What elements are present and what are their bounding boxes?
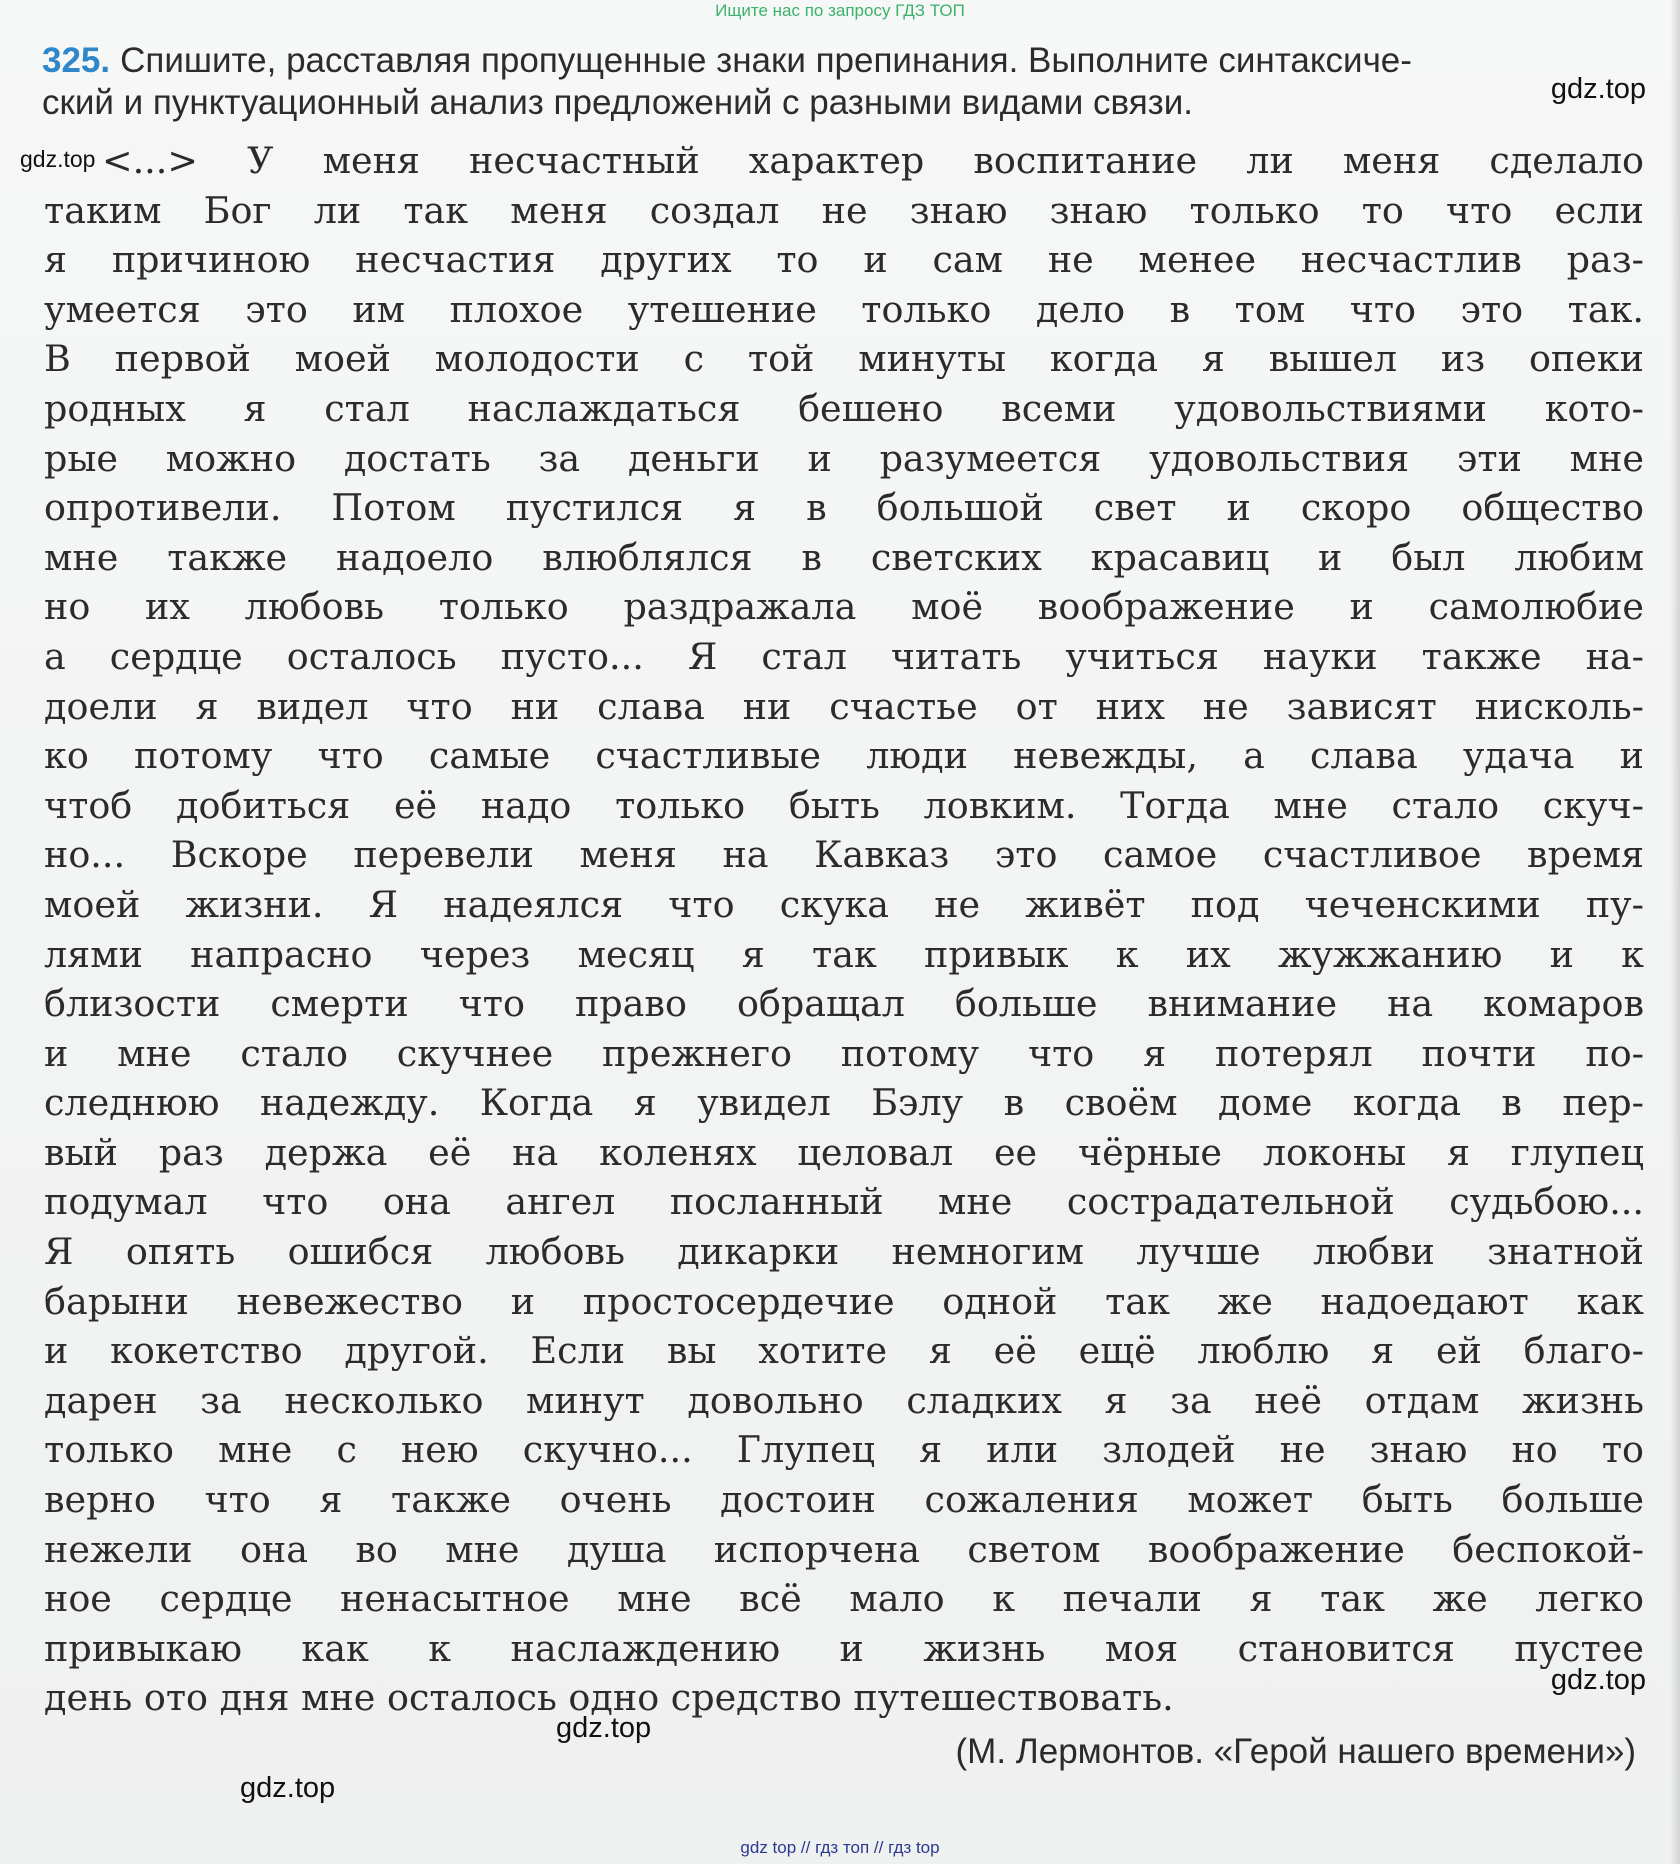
- text-line: но... Вскоре перевели меня на Кавказ это самое счастливое время: [44, 833, 1644, 877]
- text-line: только мне с нею скучно... Глупец я или злодей не знаю но то: [44, 1428, 1644, 1472]
- page-edge-shadow: [1670, 0, 1680, 1864]
- text-line: опротивели. Потом пустился я в большой свет и скоро общество: [44, 486, 1644, 530]
- instruction-line-1: [42, 40, 1642, 82]
- text-line: ное сердце ненасытное мне всё мало к печали я так же легко: [44, 1577, 1644, 1621]
- watermark-bottom: gdz.top: [240, 1772, 336, 1804]
- text-line: мне также надоело влюблялся в светских красавиц и был любим: [44, 535, 1644, 579]
- text-line: и кокетство другой. Если вы хотите я её ещё люблю я ей благо-: [44, 1329, 1644, 1373]
- watermark-header: gdz.top: [1550, 73, 1646, 105]
- text-line: рые можно достать за деньги и разумеется удовольствия эти мне: [44, 436, 1644, 480]
- text-line: ко потому что самые счастливые люди невежды, а слава удача и: [44, 734, 1644, 778]
- instruction-text-1: Спишите, расставляя пропущенные знаки препинания. Выполните синтаксиче-: [120, 41, 1412, 80]
- text-line: а сердце осталось пусто... Я стал читать учиться науки также на-: [44, 634, 1644, 678]
- text-line: барыни невежество и простосердечие одной так же надоедают как: [44, 1279, 1644, 1323]
- text-line: моей жизни. Я надеялся что скука не живёт под чеченскими пу-: [44, 882, 1644, 926]
- text-line: В первой моей молодости с той минуты когда я вышел из опеки: [44, 337, 1644, 381]
- text-line: чтоб добиться её надо только быть ловким. Тогда мне стало скуч-: [44, 783, 1644, 827]
- exercise-text: [44, 136, 1644, 1723]
- text-line: день ото дня мне осталось одно средство путешествовать.: [44, 1676, 1174, 1720]
- text-line: близости смерти что право обращал больше внимание на комаров: [44, 982, 1644, 1026]
- text-line: таким Бог ли так меня создал не знаю знаю только то что если: [44, 188, 1644, 232]
- watermark-left: gdz.top: [20, 146, 96, 172]
- text-line: следнюю надежду. Когда я увидел Бэлу в своём доме когда в пер-: [44, 1081, 1644, 1125]
- text-line: и мне стало скучнее прежнего потому что я потерял почти по-: [44, 1031, 1644, 1075]
- source-citation: (М. Лермонтов. «Герой нашего времени»): [955, 1732, 1636, 1771]
- text-line: нежели она во мне душа испорчена светом воображение беспокой-: [44, 1527, 1644, 1571]
- text-line: дарен за несколько минут довольно сладких я за неё отдам жизнь: [44, 1378, 1644, 1422]
- bottom-bar: gdz top // гдз топ // гдз top: [740, 1838, 940, 1857]
- watermark-mid: gdz.top: [556, 1712, 652, 1744]
- exercise-header: [42, 40, 1642, 124]
- text-line: умеется это им плохое утешение только дело в том что это так.: [44, 287, 1644, 331]
- text-line: верно что я также очень достоин сожаления может быть больше: [44, 1478, 1644, 1522]
- text-line: но их любовь только раздражала моё воображение и самолюбие: [44, 585, 1644, 629]
- text-line: <...> У меня несчастный характер воспитание ли меня сделало: [102, 139, 1644, 182]
- text-line: родных я стал наслаждаться бешено всеми удовольствиями кото-: [44, 386, 1644, 430]
- text-line: лями напрасно через месяц я так привык к их жужжанию и к: [44, 932, 1644, 976]
- text-line: подумал что она ангел посланный мне сострадательной судьбою...: [44, 1180, 1644, 1224]
- top-banner: Ищите нас по запросу ГДЗ ТОП: [715, 1, 965, 20]
- text-line: доели я видел что ни слава ни счастье от них не зависят нисколь-: [44, 684, 1644, 728]
- exercise-number: 325.: [42, 41, 111, 80]
- text-line: я причиною несчастия других то и сам не менее несчастлив раз-: [44, 238, 1644, 282]
- watermark-right: gdz.top: [1550, 1664, 1646, 1696]
- instruction-line-2: ский и пунктуационный анализ предложений с разными видами связи.: [42, 83, 1193, 122]
- text-line: Я опять ошибся любовь дикарки немногим лучше любви знатной: [44, 1230, 1644, 1274]
- text-line: привыкаю как к наслаждению и жизнь моя становится пустее: [44, 1626, 1644, 1670]
- text-line: вый раз держа её на коленях целовал ее чёрные локоны я глупец: [44, 1130, 1644, 1174]
